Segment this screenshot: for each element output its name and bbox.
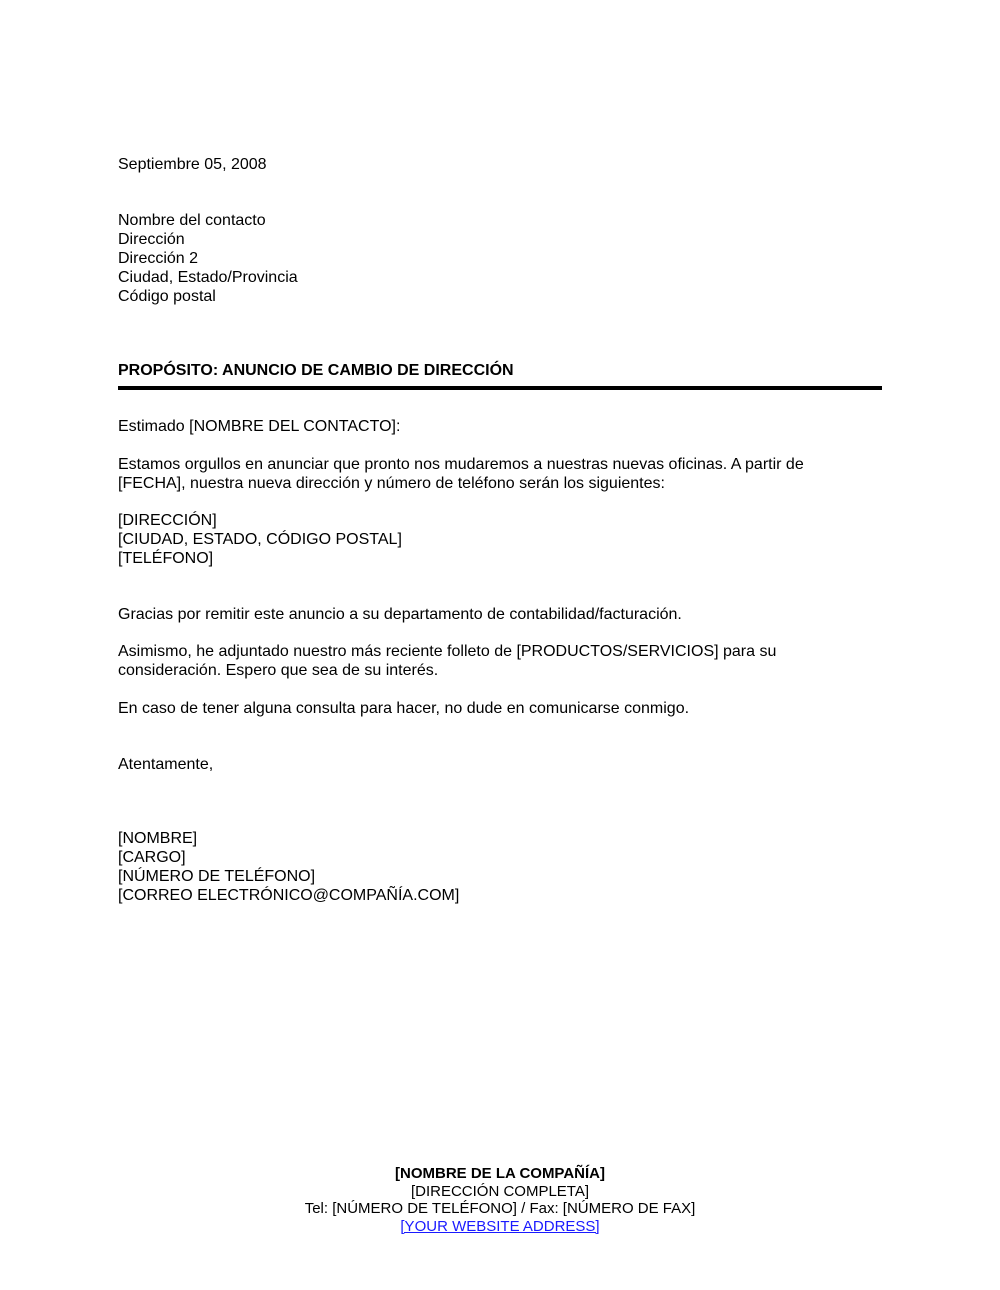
footer-address: [DIRECCIÓN COMPLETA] [410, 1182, 590, 1200]
company-footer [0, 1165, 1000, 1235]
letter-date [118, 155, 267, 174]
subject-line [118, 361, 514, 380]
signature-phone: [NÚMERO DE TELÉFONO] [118, 868, 316, 885]
recipient-name: Nombre del contacto [118, 212, 266, 229]
paragraph-thanks [118, 605, 682, 624]
paragraph-line: Asimismo, he adjuntado nuestro más reciente folleto de [PRODUCTOS/SERVICIOS] para su [118, 643, 777, 660]
paragraph-line: consideración. Espero que sea de su interés. [118, 662, 439, 679]
footer-website-link[interactable]: [YOUR WEBSITE ADDRESS] [400, 1217, 600, 1235]
recipient-city-state: Ciudad, Estado/Provincia [118, 269, 298, 286]
recipient-address-2: Dirección 2 [118, 250, 199, 267]
recipient-postal-code: Código postal [118, 288, 216, 305]
date-text: Septiembre 05, 2008 [118, 156, 267, 173]
closing-text: Atentamente, [118, 756, 214, 773]
signature-block [118, 829, 459, 905]
footer-contact: Tel: [NÚMERO DE TELÉFONO] / Fax: [NÚMERO DE FAX] [304, 1200, 696, 1217]
new-phone: [TELÉFONO] [118, 550, 214, 567]
paragraph-line: [FECHA], nuestra nueva dirección y número de teléfono serán los siguientes: [118, 475, 665, 492]
signature-name: [NOMBRE] [118, 830, 198, 847]
closing [118, 755, 213, 774]
greeting [118, 417, 400, 436]
paragraph-contact [118, 699, 689, 718]
signature-title: [CARGO] [118, 849, 186, 866]
subject-divider [118, 386, 882, 390]
paragraph-line: Gracias por remitir este anuncio a su departamento de contabilidad/facturación. [118, 606, 682, 623]
paragraph-announcement [118, 455, 804, 493]
new-address-block [118, 511, 402, 568]
signature-email: [CORREO ELECTRÓNICO@COMPAÑÍA.COM] [118, 887, 460, 904]
recipient-address-block [118, 211, 298, 306]
paragraph-brochure [118, 642, 776, 680]
greeting-text: Estimado [NOMBRE DEL CONTACTO]: [118, 418, 401, 435]
new-address: [DIRECCIÓN] [118, 512, 217, 529]
new-city-state-zip: [CIUDAD, ESTADO, CÓDIGO POSTAL] [118, 531, 402, 548]
subject-text: PROPÓSITO: ANUNCIO DE CAMBIO DE DIRECCIÓN [118, 362, 514, 379]
paragraph-line: En caso de tener alguna consulta para hacer, no dude en comunicarse conmigo. [118, 700, 690, 717]
recipient-address-1: Dirección [118, 231, 185, 248]
paragraph-line: Estamos orgullos en anunciar que pronto nos mudaremos a nuestras nuevas oficinas. A partir de [118, 456, 804, 473]
footer-company-name: [NOMBRE DE LA COMPAÑÍA] [395, 1165, 605, 1182]
